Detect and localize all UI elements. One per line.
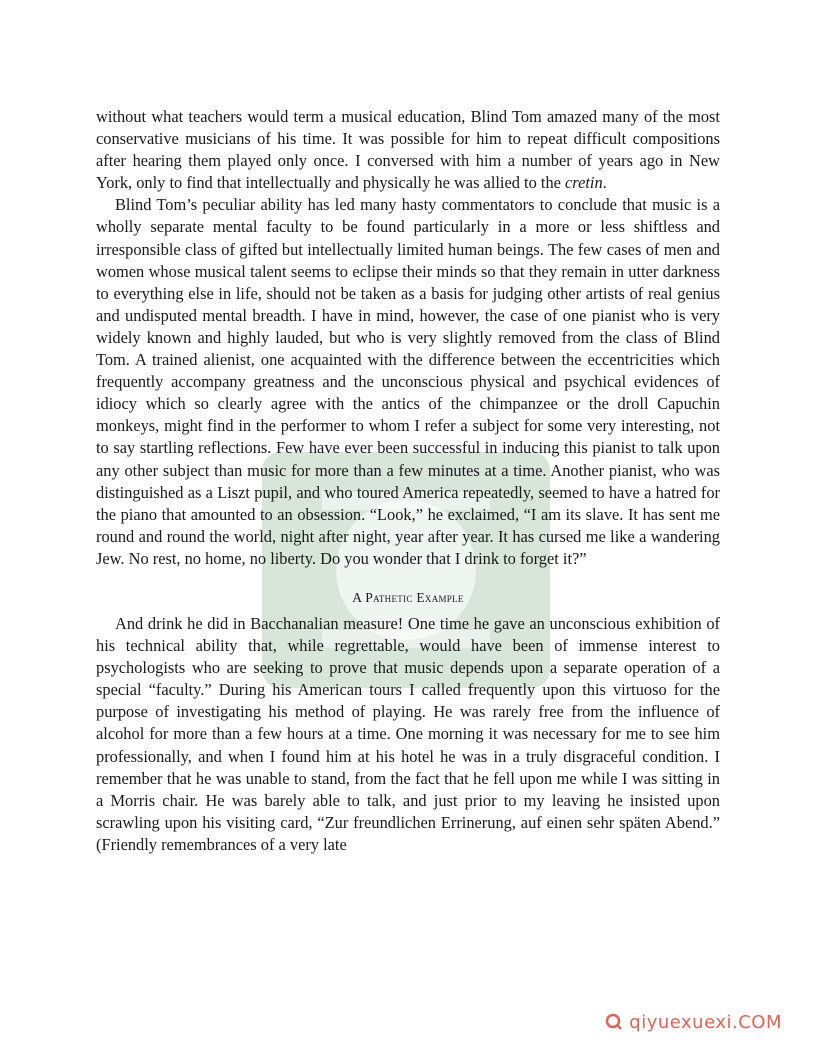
paragraph-3: And drink he did in Bacchanalian measure! One time he gave an unconscious exhibition of his technical ability that, while regrettable, would have been of immense interest to psychologists who are seeking to prove that music depends upon a separate operation of a special “faculty.” During his American tours I called frequently upon this virtuoso for the purpose of investigating his method of playing. He was rarely free from the influence of alcohol for more than a few hours at a time. One morning it was necessary for me to see him professionally, and when I found him at his hotel he was in a truly disgraceful condition. I remember that he was unable to stand, from the fact that he fell upon me while I was sitting in a Morris chair. He was barely able to talk, and just prior to my leaving he insisted upon scrawling upon his visiting card, “Zur freundlichen Errinerung, auf einen sehr späten Abend.” (Friendly remembrances of a very late [96,613,720,854]
paragraph-1-end: . [602,173,607,193]
emphasis-cretin: cretin [565,173,603,193]
book-page [96,106,720,856]
footer-watermark-text: qiyuexuexi.COM [629,1012,782,1033]
logo-icon [605,1013,623,1031]
paragraph-1 [96,106,720,194]
paragraph-2: Blind Tom’s peculiar ability has led many hasty commentators to conclude that music is a wholly separate mental faculty to be found particularly in a more or less shiftless and irresponsible class of gifted but intellectually limited human beings. The few cases of men and women whose musical talent seems to eclipse their minds so that they remain in utter darkness to everything else in life, should not be taken as a basis for judging other artists of real genius and undisputed mental breadth. I have in mind, however, the case of one pianist who is very widely known and highly lauded, but who is very slightly removed from the class of Blind Tom. A trained alienist, one acquainted with the difference between the eccentricities which frequently accompany greatness and the unconscious physical and psychical evidences of idiocy which so clearly agree with the antics of the chimpanzee or the droll Capuchin monkeys, might find in the performer to whom I refer a subject for some very interesting, not to say startling reflections. Few have ever been successful in inducing this pianist to talk upon any other subject than music for more than a few minutes at a time. Another pianist, who was distinguished as a Liszt pupil, and who toured America repeatedly, seemed to have a hatred for the piano that amounted to an obsession. “Look,” he exclaimed, “I am its slave. It has sent me round and round the world, night after night, year after year. It has cursed me like a wandering Jew. No rest, no home, no liberty. Do you wonder that I drink to forget it?” [96,195,720,568]
section-heading: A Pathetic Example [352,589,464,605]
paragraph-1-text: without what teachers would term a musical education, Blind Tom amazed many of the most conservative musicians of his time. It was possible for him to repeat difficult compositions after hearing them played only once. I conversed with him a number of years ago in New York, only to find that intellectually and physically he was allied to the [96,107,720,193]
footer-watermark [605,1012,782,1033]
